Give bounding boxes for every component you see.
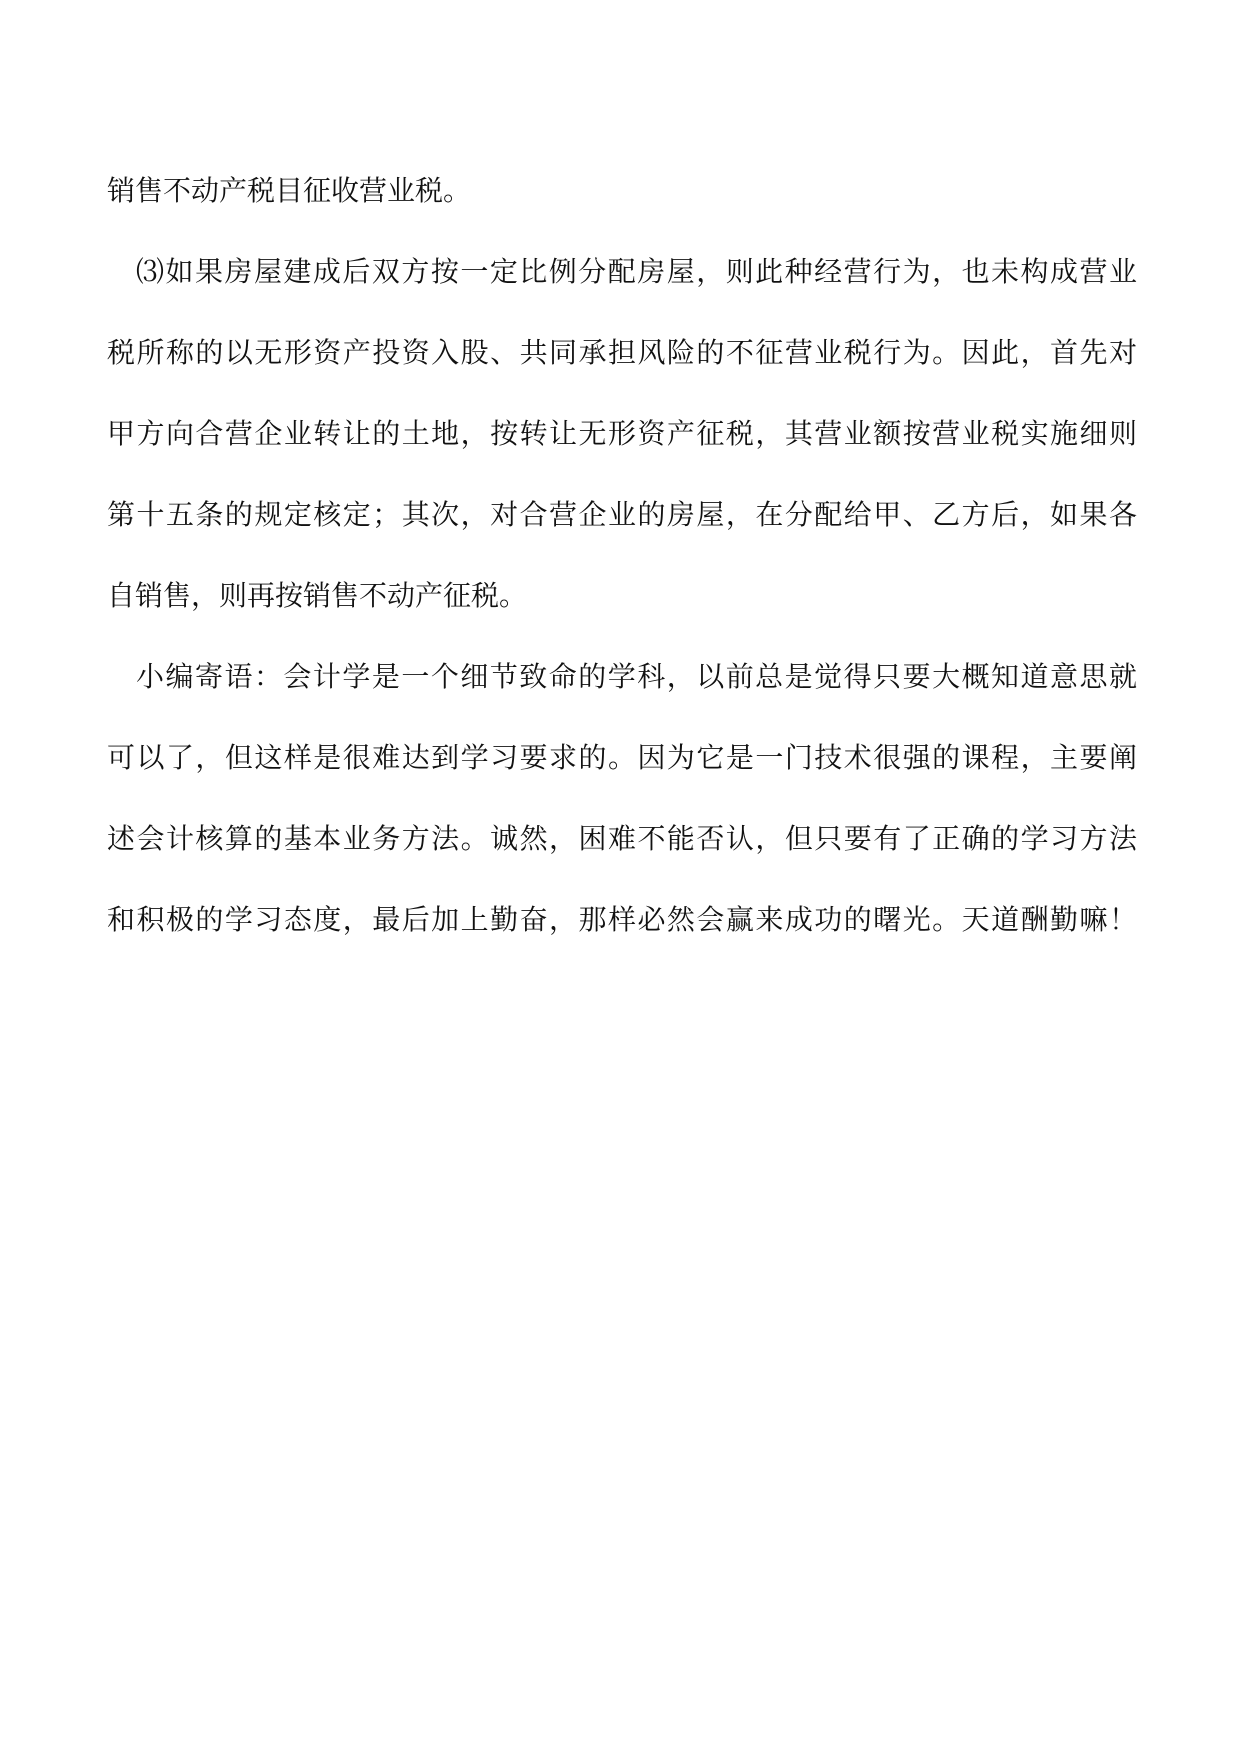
- text-line: 述会计核算的基本业务方法。诚然，困难不能否认，但只要有了正确的学习方法: [107, 822, 1137, 855]
- text-line: 甲方向合营企业转让的土地，按转让无形资产征税，其营业额按营业税实施细则: [107, 417, 1137, 450]
- text-line: ⑶如果房屋建成后双方按一定比例分配房屋，则此种经营行为，也未构成营业: [136, 255, 1137, 288]
- text-line: 税所称的以无形资产投资入股、共同承担风险的不征营业税行为。因此，首先对: [107, 336, 1137, 369]
- text-line: 第十五条的规定核定；其次，对合营企业的房屋，在分配给甲、乙方后，如果各: [107, 498, 1137, 531]
- text-line: 自销售，则再按销售不动产征税。: [107, 579, 528, 612]
- text-line: 可以了，但这样是很难达到学习要求的。因为它是一门技术很强的课程，主要阐: [107, 741, 1137, 774]
- text-line: 小编寄语：会计学是一个细节致命的学科，以前总是觉得只要大概知道意思就: [136, 660, 1137, 693]
- text-line: 和积极的学习态度，最后加上勤奋，那样必然会赢来成功的曙光。天道酬勤嘛！: [107, 903, 1137, 936]
- text-line: 销售不动产税目征收营业税。: [107, 174, 472, 207]
- document-body: [107, 150, 1137, 960]
